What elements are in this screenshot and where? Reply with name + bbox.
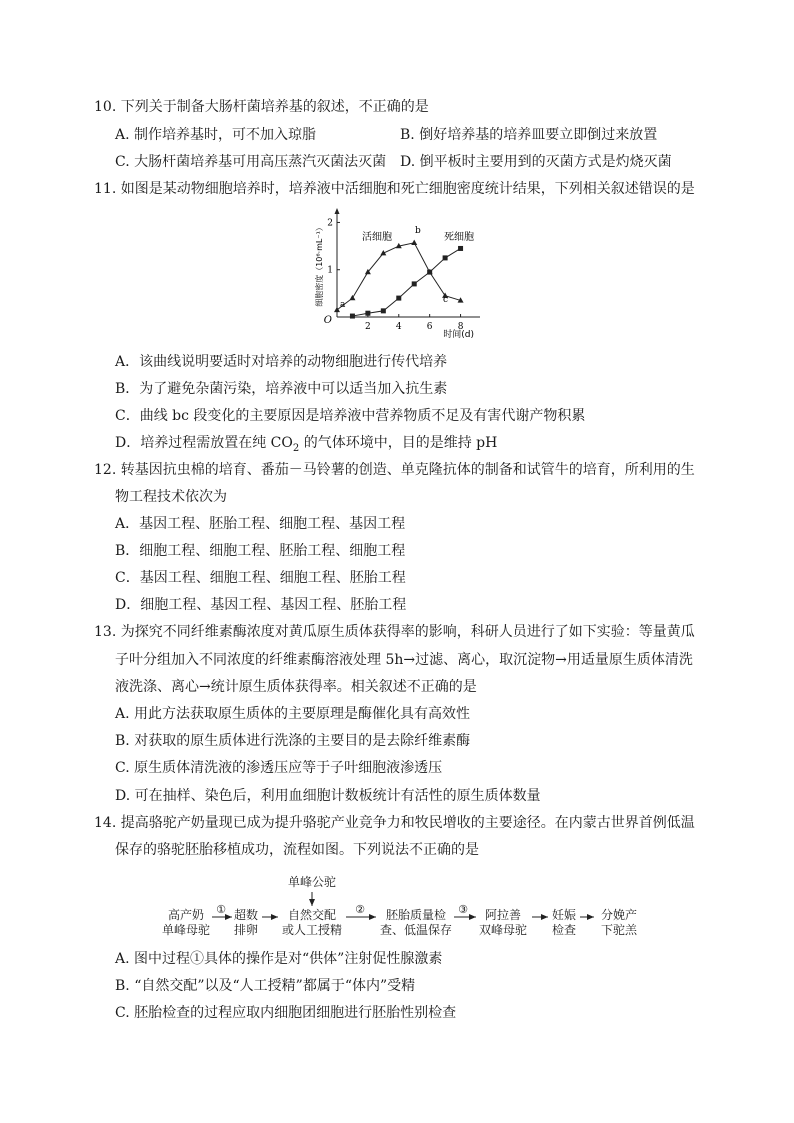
x-tick-label: 2 <box>365 322 371 332</box>
x-tick-label: 6 <box>426 322 433 332</box>
flow-step-2: ② <box>355 903 365 916</box>
point-label-b: b <box>415 226 421 236</box>
flow-node-6-line2: 检查 <box>551 923 577 937</box>
q13-option-d: D. 可在抽样、染色后，利用血细胞计数板统计有活性的原生质体数量 <box>115 788 541 804</box>
flow-node-4-line2: 查、低温保存 <box>379 923 453 937</box>
q11-option-a: A．该曲线说明要适时对培养的动物细胞进行传代培养 <box>115 354 448 370</box>
series-label-dead: 死细胞 <box>444 232 474 243</box>
dead-cell-point <box>458 246 463 251</box>
series-label-live: 活细胞 <box>362 232 392 243</box>
q13-stem-line3: 液洗涤、离心→统计原生质体获得率。相关叙述不正确的是 <box>115 679 477 695</box>
y-tick-label: 1 <box>327 265 333 276</box>
x-axis-label: 时间(d) <box>443 330 474 340</box>
dead-cell-point <box>412 281 417 286</box>
flow-node-7-line2: 下驼羔 <box>600 923 638 937</box>
q12-option-c: C．基因工程、细胞工程、细胞工程、胚胎工程 <box>115 570 406 586</box>
q12-stem-line1: 12. 转基因抗虫棉的培育、番茄－马铃薯的创造、单克隆抗体的制备和试管牛的培育，所利用的生 <box>94 462 695 478</box>
dead-cell-point <box>350 314 355 319</box>
q12-stem-line2: 物工程技术依次为 <box>115 489 227 505</box>
x-tick-label: 8 <box>457 322 464 332</box>
q10-stem: 10. 下列关于制备大肠杆菌培养基的叙述，不正确的是 <box>94 99 429 115</box>
q13-option-b: B. 对获取的原生质体进行洗涤的主要目的是去除纤维素酶 <box>115 733 471 749</box>
flow-node-5-line2: 双峰母驼 <box>478 923 528 937</box>
flow-node-4-line1: 胚胎质量检 <box>385 908 447 922</box>
y-axis-label: 细胞密度（10⁶·mL⁻¹） <box>315 223 324 307</box>
flow-node-2-line2: 排卵 <box>233 923 259 937</box>
q14-option-b: B. “自然交配”以及“人工授精”都属于“体内”受精 <box>115 978 416 994</box>
flow-node-2-line1: 超数 <box>233 908 259 922</box>
origin-label: O <box>323 315 332 326</box>
q12-option-a: A．基因工程、胚胎工程、细胞工程、基因工程 <box>115 516 406 532</box>
dead-cell-point <box>443 255 448 260</box>
q13-option-c: C. 原生质体清洗液的渗透压应等于子叶细胞液渗透压 <box>115 760 443 776</box>
q14-stem-line1: 14. 提高骆驼产奶量现已成为提升骆驼产业竞争力和牧民增收的主要途径。在内蒙古世界首例低温 <box>94 815 695 831</box>
q14-option-c: C. 胚胎检查的过程应取内细胞团细胞进行胚胎性别检查 <box>115 1005 457 1021</box>
q12-option-d: D．细胞工程、基因工程、基因工程、胚胎工程 <box>115 597 407 613</box>
flow-node-male-camel: 单峰公驼 <box>287 875 337 889</box>
dead-cell-point <box>427 270 432 275</box>
dead-cell-point <box>365 311 370 316</box>
q13-stem-line1: 13. 为探究不同纤维素酶浓度对黄瓜原生质体获得率的影响，科研人员进行了如下实验：等量黄瓜 <box>94 624 695 640</box>
q12-option-b: B．细胞工程、细胞工程、胚胎工程、细胞工程 <box>115 543 406 559</box>
q13-option-a: A. 用此方法获取原生质体的主要原理是酶催化具有高效性 <box>115 706 471 722</box>
flow-node-3-line2: 或人工授精 <box>281 923 343 937</box>
live-cell-point <box>411 240 417 245</box>
q10-option-a: A. 制作培养基时，可不加入琼脂 <box>115 127 317 143</box>
cell-density-chart <box>300 205 490 350</box>
q10-option-c: C. 大肠杆菌培养基可用高压蒸汽灭菌法灭菌 <box>115 154 387 170</box>
x-tick-label: 4 <box>395 322 402 332</box>
flow-step-1: ① <box>216 903 226 916</box>
live-cell-point <box>349 295 355 300</box>
chart-axes <box>335 208 481 317</box>
flow-step-3: ③ <box>458 903 468 916</box>
q14-option-a: A. 图中过程①具体的操作是对“供体”注射促性腺激素 <box>115 951 443 967</box>
q13-stem-line2: 子叶分组加入不同浓度的纤维素酶溶液处理 5h→过滤、离心，取沉淀物→用适量原生质体清洗 <box>115 652 693 668</box>
q11-option-d: D．培养过程需放置在纯 $CO_2$ 的气体环境中，目的是维持 pH <box>115 435 498 454</box>
y-axis-arrow <box>335 208 340 214</box>
dead-cell-point <box>396 296 401 301</box>
q11-option-c: C．曲线 bc 段变化的主要原因是培养液中营养物质不足及有害代谢产物积累 <box>115 408 586 424</box>
flow-node-1-line1: 高产奶 <box>167 908 205 922</box>
y-tick-label: 2 <box>327 218 333 229</box>
q14-stem-line2: 保存的骆驼胚胎移植成功，流程如图。下列说法不正确的是 <box>115 842 479 858</box>
flow-node-7-line1: 分娩产 <box>600 908 638 922</box>
flow-node-5-line1: 阿拉善 <box>484 908 522 922</box>
point-label-c: c <box>443 295 449 305</box>
flow-node-1-line2: 单峰母驼 <box>161 923 211 937</box>
point-label-a: a <box>340 300 346 310</box>
flow-node-3-line1: 自然交配 <box>287 908 337 922</box>
q11-stem: 11. 如图是某动物细胞培养时，培养液中活细胞和死亡细胞密度统计结果，下列相关叙述错误的是 <box>94 181 695 197</box>
q10-option-d: D. 倒平板时主要用到的灭菌方式是灼烧灭菌 <box>400 154 672 170</box>
dead-cell-point <box>381 308 386 313</box>
q11-option-b: B．为了避免杂菌污染，培养液中可以适当加入抗生素 <box>115 381 448 397</box>
q10-option-b: B. 倒好培养基的培养皿要立即倒过来放置 <box>400 127 658 143</box>
embryo-transfer-flowchart <box>150 868 650 940</box>
flow-node-6-line1: 妊娠 <box>551 908 577 922</box>
